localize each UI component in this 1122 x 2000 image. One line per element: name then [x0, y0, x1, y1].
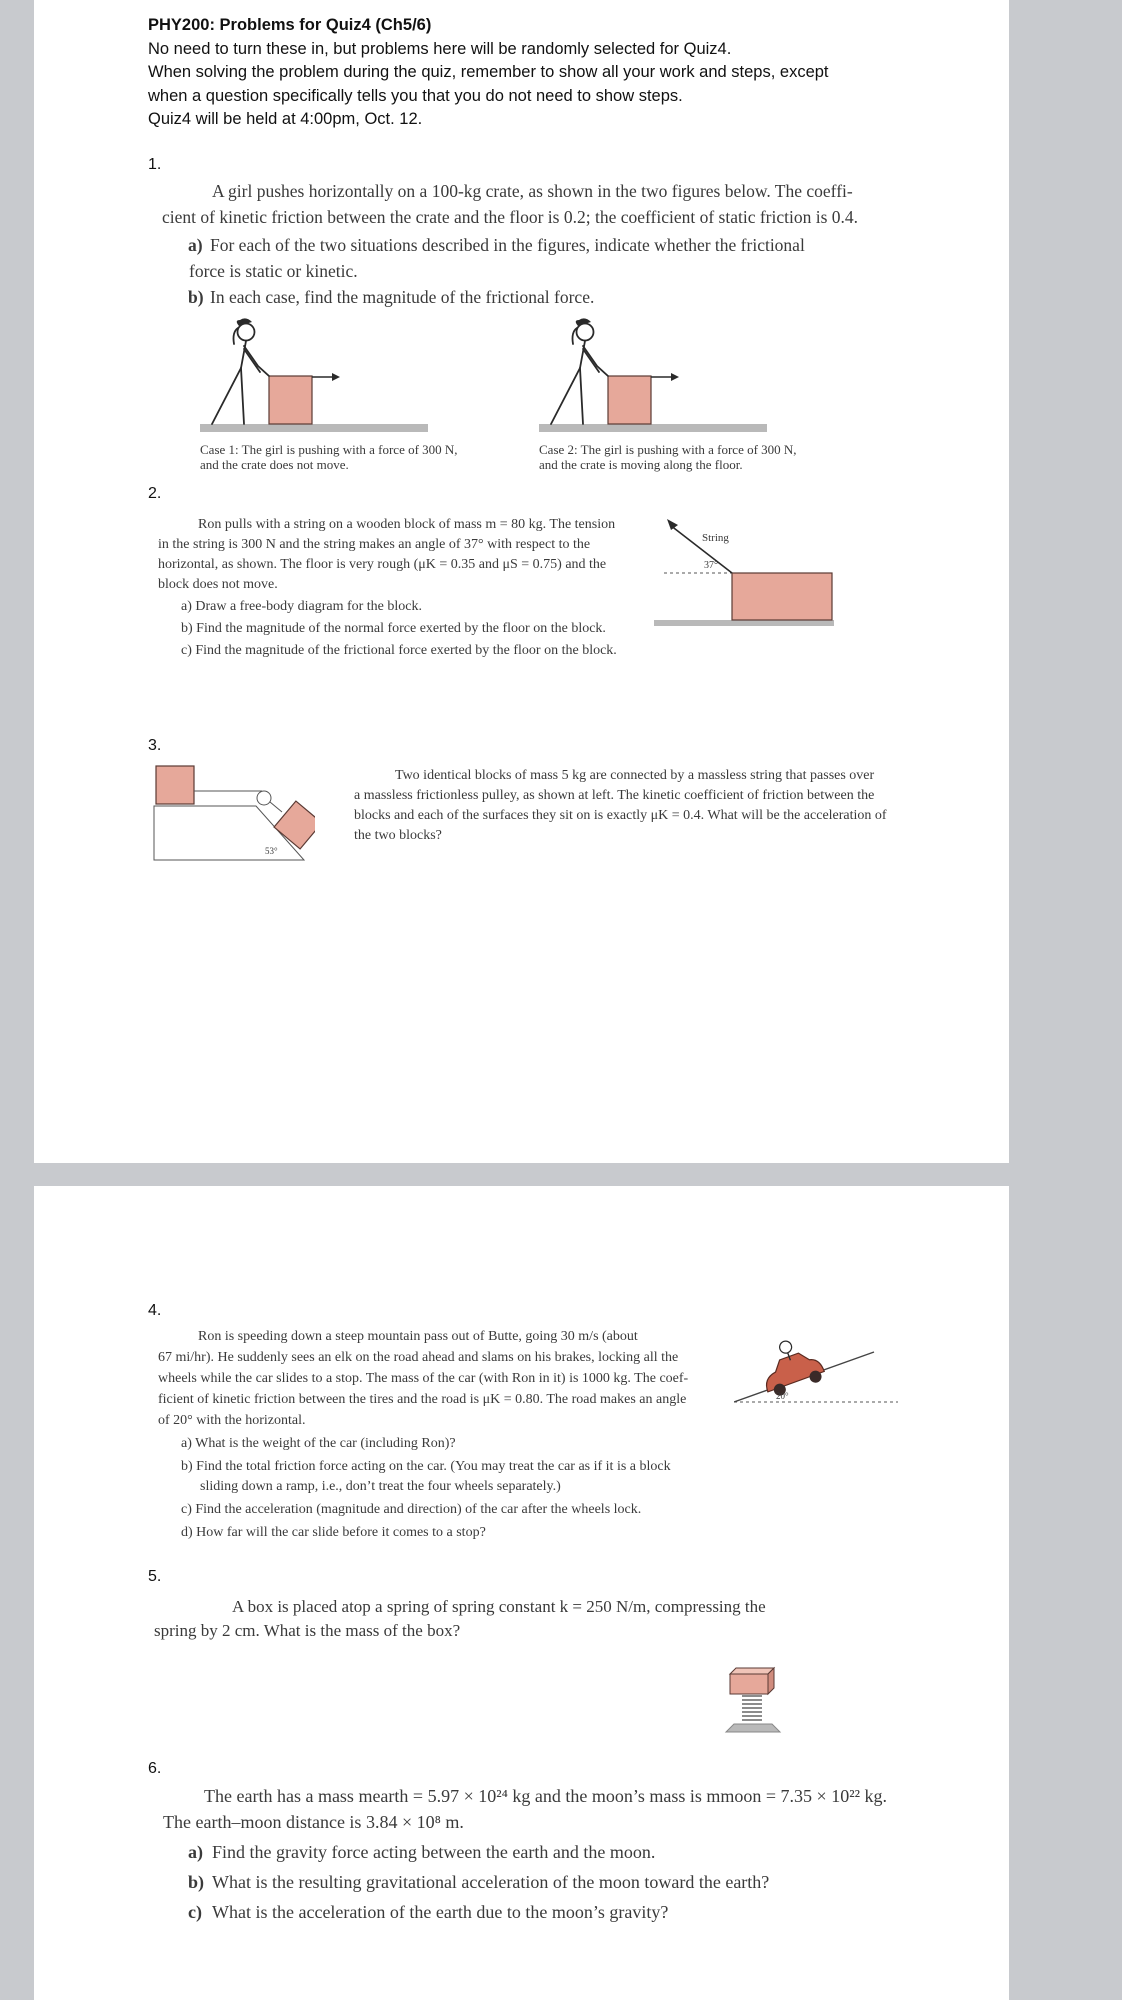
problem-4-part-b-line-2: sliding down a ramp, i.e., don’t treat the four wheels separately.)	[200, 1479, 561, 1494]
box-on-spring	[730, 1674, 768, 1694]
case-1-caption-line-1: Case 1: The girl is pushing with a force of 300 N,	[200, 442, 458, 457]
car-with-driver	[753, 1332, 826, 1400]
document-page-2	[34, 1186, 1009, 2000]
angle-label-20: 20°	[776, 1391, 789, 1401]
connecting-string-incline	[270, 802, 282, 812]
problem-6-part-a: Find the gravity force acting between the earth and the moon.	[212, 1842, 656, 1862]
case-1-arrowhead	[332, 373, 340, 381]
quiz-header	[148, 14, 988, 132]
problem-3-line-4: the two blocks?	[354, 828, 442, 843]
case-2-crate	[608, 376, 651, 424]
problem-2-part-a: a) Draw a free-body diagram for the block.	[181, 599, 423, 614]
problem-4-part-b-line-1: b) Find the total friction force acting on the car. (You may treat the car as if it is a block	[181, 1459, 671, 1474]
box-top-face	[730, 1668, 774, 1674]
problem-2-intro-line-3: horizontal, as shown. The floor is very rough (μK = 0.35 and μS = 0.75) and the	[158, 557, 607, 572]
problem-1-part-b: In each case, find the magnitude of the frictional force.	[210, 287, 595, 307]
problem-1-intro-line-2: cient of kinetic friction between the crate and the floor is 0.2; the coefficient of static friction is 0.4.	[162, 207, 859, 227]
problem-2-number: 2.	[148, 485, 162, 502]
case-1-floor	[200, 424, 428, 432]
case-1-caption-line-2: and the crate does not move.	[200, 457, 349, 472]
page-title: PHY200: Problems for Quiz4 (Ch5/6)	[148, 16, 432, 34]
problem-1-part-a-line-1: For each of the two situations described in the figures, indicate whether the frictional	[210, 235, 805, 255]
problem-1-part-b-label: b)	[188, 287, 204, 307]
case-2-figure	[533, 316, 773, 436]
problem-5-number: 5.	[148, 1568, 162, 1585]
spring-coil	[742, 1696, 762, 1720]
problem-6-number: 6.	[148, 1760, 162, 1777]
problem-4-figure	[734, 1326, 899, 1406]
problem-4-part-d: d) How far will the car slide before it comes to a stop?	[181, 1525, 486, 1540]
problem-4-part-c: c) Find the acceleration (magnitude and direction) of the car after the wheels lock.	[181, 1502, 642, 1517]
string-arrowhead	[667, 519, 678, 530]
angle-label-53: 53°	[265, 846, 278, 856]
problem-1-number: 1.	[148, 156, 162, 173]
problem-6-part-b: What is the resulting gravitational acceleration of the moon toward the earth?	[212, 1872, 770, 1892]
string-label: String	[702, 532, 729, 544]
problem-5-line-2: spring by 2 cm. What is the mass of the box?	[154, 1621, 461, 1640]
problem-4-number: 4.	[148, 1302, 162, 1319]
block-on-table	[156, 766, 194, 804]
problem-6-part-a-label: a)	[188, 1842, 203, 1862]
girl-figure-2	[551, 324, 608, 425]
case-1-crate	[269, 376, 312, 424]
problem-5-spring-figure	[724, 1666, 784, 1734]
header-line-2: When solving the problem during the quiz, remember to show all your work and steps, except	[148, 63, 829, 81]
problem-1-part-a-label: a)	[188, 235, 203, 255]
problem-3-number: 3.	[148, 737, 162, 754]
problem-1-part-a-line-2: force is static or kinetic.	[189, 261, 358, 281]
problem-6-part-c-label: c)	[188, 1902, 202, 1922]
problem-6-part-c: What is the acceleration of the earth due to the moon’s gravity?	[212, 1902, 669, 1922]
problem-6-part-b-label: b)	[188, 1872, 205, 1892]
problem-6-line-1: The earth has a mass mearth = 5.97 × 10²⁴ kg and the moon’s mass is mmoon = 7.35 × 10²² kg.	[204, 1786, 887, 1806]
problem-4-line-3: wheels while the car slides to a stop. The mass of the car (with Ron in it) is 1000 kg. The coef-	[158, 1371, 689, 1386]
problem-2-intro-line-2: in the string is 300 N and the string makes an angle of 37° with respect to the	[158, 537, 591, 552]
girl-figure-1	[212, 324, 269, 425]
problem-5-line-1: A box is placed atop a spring of spring constant k = 250 N/m, compressing the	[232, 1597, 766, 1616]
problem-3-line-2: a massless frictionless pulley, as shown at left. The kinetic coefficient of friction between the	[354, 788, 875, 803]
problem-4-line-4: ficient of kinetic friction between the tires and the road is μK = 0.80. The road makes an angle	[158, 1392, 687, 1407]
pulley	[257, 791, 271, 805]
problem-4-line-5: of 20° with the horizontal.	[158, 1413, 306, 1428]
problem-2-intro-line-4: block does not move.	[158, 577, 278, 592]
problem-3-line-3: blocks and each of the surfaces they sit on is exactly μK = 0.4. What will be the acceleration of	[354, 808, 887, 823]
problem-2-intro-line-1: Ron pulls with a string on a wooden block of mass m = 80 kg. The tension	[198, 517, 616, 532]
problem-4-line-2: 67 mi/hr). He suddenly sees an elk on the road ahead and slams on his brakes, locking all the	[158, 1350, 679, 1365]
problem-3-line-1: Two identical blocks of mass 5 kg are connected by a massless string that passes over	[395, 768, 875, 783]
problem-3-figure	[150, 760, 315, 862]
case-2-caption-line-1: Case 2: The girl is pushing with a force of 300 N,	[539, 442, 797, 457]
case-1-figure	[194, 316, 434, 436]
angle-label-37: 37°	[704, 560, 718, 571]
case-2-floor	[539, 424, 767, 432]
problem-2-block	[732, 573, 832, 620]
problem-2-part-c: c) Find the magnitude of the frictional force exerted by the floor on the block.	[181, 643, 617, 658]
header-line-4: Quiz4 will be held at 4:00pm, Oct. 12.	[148, 110, 423, 128]
spring-base	[726, 1724, 780, 1732]
document-page-1	[34, 0, 1009, 1163]
problem-2-figure	[654, 515, 854, 630]
header-line-3: when a question specifically tells you that you do not need to show steps.	[148, 86, 683, 105]
problem-4-part-a: a) What is the weight of the car (including Ron)?	[181, 1436, 456, 1451]
case-2-arrowhead	[671, 373, 679, 381]
case-2-caption-line-2: and the crate is moving along the floor.	[539, 457, 743, 472]
problem-2-floor	[654, 620, 834, 626]
problem-4-line-1: Ron is speeding down a steep mountain pass out of Butte, going 30 m/s (about	[198, 1329, 638, 1344]
problem-1-intro-line-1: A girl pushes horizontally on a 100-kg crate, as shown in the two figures below. The coeffi-	[212, 181, 853, 201]
problem-2-part-b: b) Find the magnitude of the normal force exerted by the floor on the block.	[181, 621, 606, 636]
header-line-1: No need to turn these in, but problems here will be randomly selected for Quiz4.	[148, 39, 732, 58]
problem-6-line-2: The earth–moon distance is 3.84 × 10⁸ m.	[163, 1812, 464, 1832]
